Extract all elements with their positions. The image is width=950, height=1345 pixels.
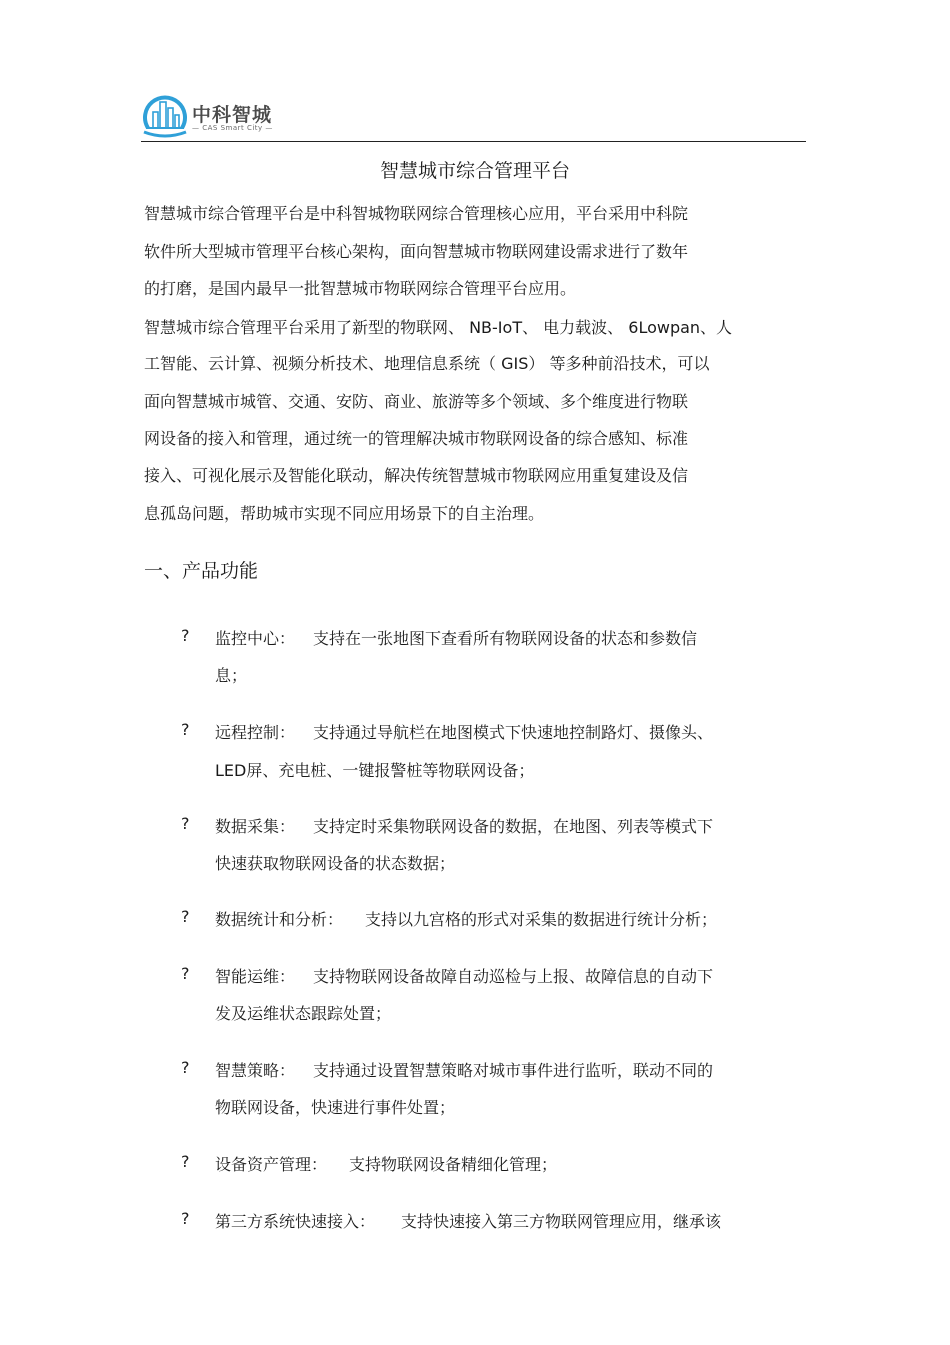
- feature-name: 智能运维：: [215, 967, 296, 986]
- feature-bullet: ?: [181, 814, 190, 833]
- feature-description: 支持通过设置智慧策略对城市事件进行监听，联动不同的: [313, 1061, 714, 1080]
- feature-bullet: ?: [181, 1058, 190, 1077]
- feature-name: 智慧策略：: [215, 1061, 296, 1080]
- document-title: 智慧城市综合管理平台: [379, 160, 570, 182]
- section-heading: 一、产品功能: [144, 560, 259, 582]
- feature-description: 支持物联网设备故障自动巡检与上报、故障信息的自动下: [313, 967, 714, 986]
- feature-description: 支持在一张地图下查看所有物联网设备的状态和参数信: [313, 629, 698, 648]
- city-skyline-logo-icon: [140, 88, 190, 138]
- feature-item: [215, 964, 713, 987]
- feature-name: 数据统计和分析：: [215, 910, 344, 929]
- feature-bullet: ?: [181, 964, 190, 983]
- feature-item: [215, 626, 697, 649]
- feature-item: [215, 907, 717, 930]
- intro-line: 软件所大型城市管理平台核心架构，面向智慧城市物联网建设需求进行了数年: [144, 242, 689, 261]
- company-logo: [140, 88, 290, 140]
- feature-item: [215, 1152, 557, 1175]
- intro-line: 的打磨，是国内最早一批智慧城市物联网综合管理平台应用。: [144, 279, 577, 298]
- feature-item: [215, 1058, 713, 1081]
- feature-description-continued: 发及运维状态跟踪处置；: [215, 1004, 392, 1023]
- feature-item: [215, 814, 713, 837]
- feature-bullet: ?: [181, 1152, 190, 1171]
- feature-description-continued: 快速获取物联网设备的状态数据；: [215, 854, 456, 873]
- feature-bullet: ?: [181, 1209, 190, 1228]
- logo-brand-name: 中科智城: [192, 104, 273, 126]
- feature-description: 支持定时采集物联网设备的数据，在地图、列表等模式下: [313, 817, 714, 836]
- feature-description-continued: LED屏、充电桩、一键报警桩等物联网设备；: [215, 761, 535, 780]
- intro-line: 智慧城市综合管理平台采用了新型的物联网、 NB-IoT、 电力载波、 6Lowpan、人: [144, 318, 733, 337]
- feature-description-continued: 物联网设备，快速进行事件处置；: [215, 1098, 456, 1117]
- intro-line: 工智能、云计算、视频分析技术、地理信息系统（ GIS） 等多种前沿技术，可以: [144, 354, 710, 373]
- feature-bullet: ?: [181, 720, 190, 739]
- logo-brand-subtitle: — CAS Smart City —: [192, 124, 273, 132]
- intro-line: 接入、可视化展示及智能化联动，解决传统智慧城市物联网应用重复建设及信: [144, 466, 689, 485]
- feature-name: 设备资产管理：: [215, 1155, 328, 1174]
- feature-bullet: ?: [181, 907, 190, 926]
- feature-description: 支持快速接入第三方物联网管理应用，继承该: [401, 1212, 722, 1231]
- intro-line: 智慧城市综合管理平台是中科智城物联网综合管理核心应用，平台采用中科院: [144, 204, 689, 223]
- feature-name: 远程控制：: [215, 723, 296, 742]
- feature-name: 监控中心：: [215, 629, 296, 648]
- feature-item: [215, 1209, 721, 1232]
- feature-item: [215, 720, 713, 743]
- feature-description: 支持通过导航栏在地图模式下快速地控制路灯、摄像头、: [313, 723, 714, 742]
- feature-bullet: ?: [181, 626, 190, 645]
- intro-line: 息孤岛问题，帮助城市实现不同应用场景下的自主治理。: [144, 504, 545, 523]
- feature-description-continued: 息；: [215, 666, 248, 685]
- header-divider: [141, 141, 806, 142]
- feature-name: 第三方系统快速接入：: [215, 1212, 376, 1231]
- feature-description: 支持物联网设备精细化管理；: [349, 1155, 558, 1174]
- feature-name: 数据采集：: [215, 817, 296, 836]
- feature-description: 支持以九宫格的形式对采集的数据进行统计分析；: [365, 910, 718, 929]
- intro-line: 网设备的接入和管理，通过统一的管理解决城市物联网设备的综合感知、标准: [144, 429, 689, 448]
- intro-line: 面向智慧城市城管、交通、安防、商业、旅游等多个领域、多个维度进行物联: [144, 392, 689, 411]
